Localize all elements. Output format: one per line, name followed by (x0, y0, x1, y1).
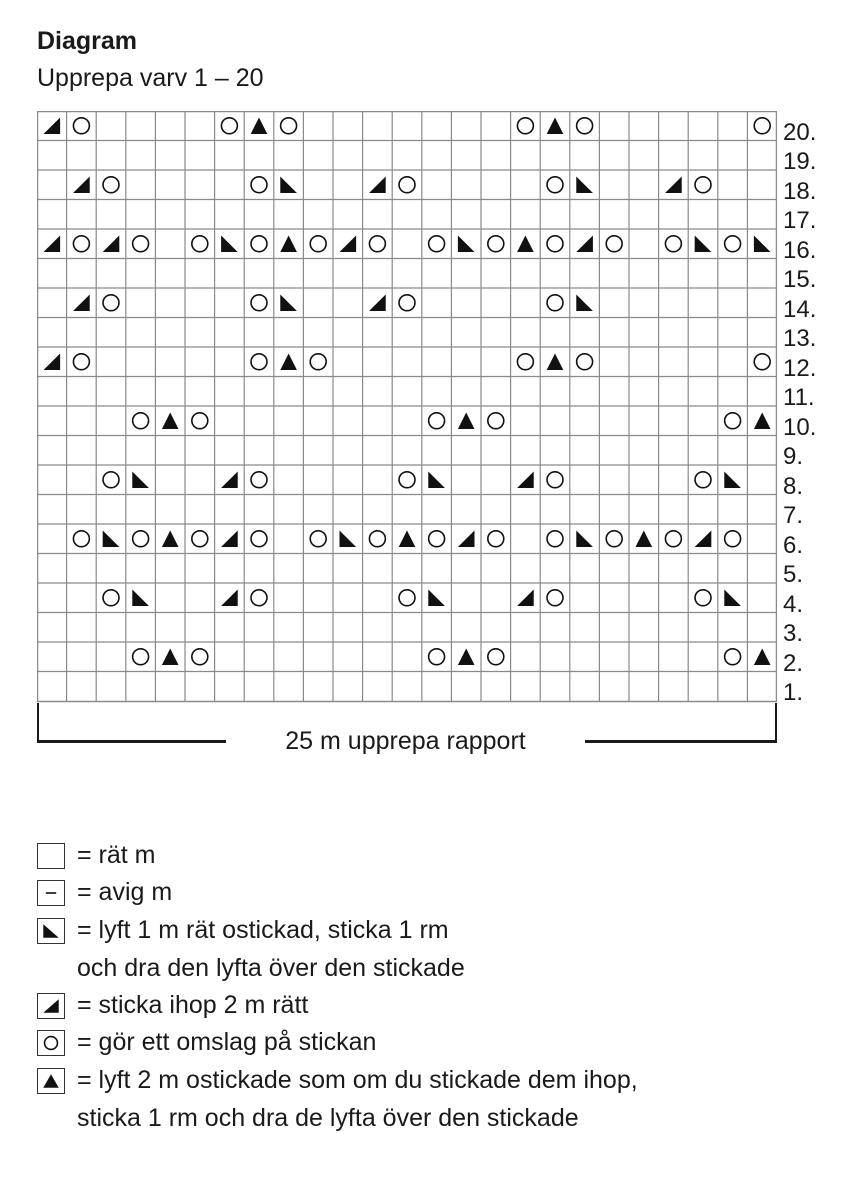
row-number: 5. (783, 561, 804, 588)
repeat-bracket-right (775, 703, 777, 743)
slant-left-legend-icon (37, 993, 65, 1019)
row-number: 6. (783, 531, 804, 559)
row-number: 4. (783, 590, 804, 618)
legend-text: = avig m (77, 878, 173, 906)
knitting-chart (37, 111, 777, 706)
repeat-label: 25 m upprepa rapport (285, 727, 526, 755)
row-number: 14. (783, 295, 817, 323)
row-number: 1. (783, 679, 804, 706)
repeat-bracket-line-right (585, 740, 777, 743)
row-number: 15. (783, 266, 817, 293)
dash-legend-icon (37, 880, 65, 906)
circle-legend-icon (37, 1030, 65, 1056)
row-number: 11. (783, 384, 815, 411)
row-number: 10. (783, 413, 817, 441)
diagram-title: Diagram (37, 27, 138, 55)
row-number: 8. (783, 472, 804, 500)
repeat-bracket-line-left (37, 740, 226, 743)
legend-text: = rät m (77, 841, 156, 869)
legend-text-continued: sticka 1 rm och dra de lyfta över den stickade (77, 1104, 579, 1132)
legend-text: = lyft 2 m ostickade som om du stickade dem ihop, (77, 1066, 638, 1094)
repeat-bracket-left (37, 703, 39, 743)
row-number: 20. (783, 118, 817, 146)
row-number: 19. (783, 148, 817, 175)
k2tog-symbol (43, 999, 58, 1012)
row-number: 2. (783, 649, 804, 677)
legend-text: = sticka ihop 2 m rätt (77, 991, 309, 1019)
row-number: 17. (783, 207, 817, 234)
legend-text-continued: och dra den lyfta över den stickade (77, 954, 465, 982)
row-number: 18. (783, 177, 817, 205)
row-number: 9. (783, 443, 804, 470)
triangle-legend-icon (37, 1068, 65, 1094)
row-number: 12. (783, 354, 817, 382)
legend-text: = gör ett omslag på stickan (77, 1028, 377, 1056)
double-decrease-symbol (43, 1074, 58, 1087)
skpo-symbol (43, 924, 58, 937)
diagram-subtitle: Upprepa varv 1 – 20 (37, 64, 264, 92)
row-number: 7. (783, 502, 804, 529)
yarn-over-symbol (45, 1037, 58, 1050)
empty-legend-icon (37, 843, 65, 869)
row-number: 16. (783, 236, 817, 264)
slant-right-legend-icon (37, 918, 65, 944)
row-number: 13. (783, 325, 817, 352)
row-number: 3. (783, 620, 804, 647)
legend-text: = lyft 1 m rät ostickad, sticka 1 rm (77, 916, 449, 944)
